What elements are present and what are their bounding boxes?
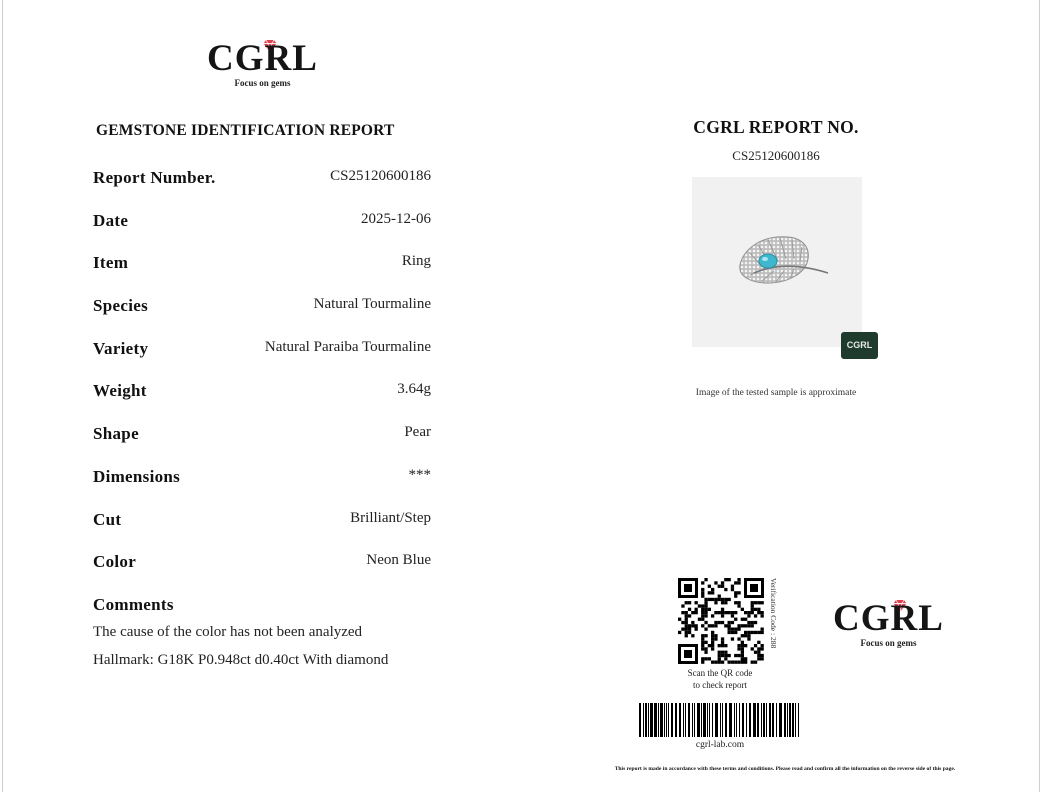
comment-line: Hallmark: G18K P0.948ct d0.40ct With diamond <box>93 652 389 668</box>
qr-caption-line2: to check report <box>693 680 747 690</box>
feather-ring-image <box>692 177 862 347</box>
field-row-color <box>93 547 431 590</box>
field-label: Date <box>93 210 129 230</box>
field-label: Item <box>93 253 129 273</box>
field-value: 2025-12-06 <box>361 210 431 227</box>
logo-tagline: Focus on gems <box>860 638 917 648</box>
cgrl-logo-right <box>826 600 951 648</box>
logo-wordmark: CGRL <box>207 38 318 79</box>
sample-photo <box>692 177 862 347</box>
field-label: Cut <box>93 509 122 529</box>
qr-caption <box>660 667 780 691</box>
field-row-report-number <box>93 163 431 206</box>
comment-line: The cause of the color has not been analyzed <box>93 624 363 640</box>
field-label: Species <box>93 296 148 316</box>
verification-code: Verification Code : 288 <box>769 578 778 649</box>
cgrl-photo-badge: CGRL <box>841 332 878 359</box>
field-value: Ring <box>401 253 431 270</box>
report-title: GEMSTONE IDENTIFICATION REPORT <box>96 122 395 139</box>
qr-caption-line1: Scan the QR code <box>687 668 753 678</box>
field-row-cut <box>93 505 431 548</box>
field-value: Brilliant/Step <box>350 509 431 526</box>
field-row-date <box>93 206 431 249</box>
disclaimer-text: This report is made in accordance with these terms and conditions. Please read and confirm all the information on the reverse side of this page. <box>614 766 956 772</box>
field-row-variety <box>93 334 431 377</box>
field-label: Report Number. <box>93 168 216 187</box>
website-link[interactable]: cgrl-lab.com <box>695 740 745 750</box>
logo-tagline: Focus on gems <box>234 78 291 88</box>
qr-code[interactable] <box>678 578 764 664</box>
logo-wordmark: CGRL <box>833 598 944 639</box>
field-row-item <box>93 248 431 291</box>
field-label: Weight <box>93 381 147 401</box>
comments-title: Comments <box>93 595 174 614</box>
field-value: Natural Tourmaline <box>313 296 431 313</box>
field-value: *** <box>408 466 431 483</box>
field-value: Pear <box>404 424 431 441</box>
field-label: Dimensions <box>93 466 181 486</box>
field-row-weight <box>93 376 431 419</box>
field-row-shape <box>93 419 431 462</box>
report-no-title: CGRL REPORT NO. <box>693 117 859 137</box>
field-label: Color <box>93 552 137 572</box>
field-label: Shape <box>93 424 139 444</box>
report-no-value: CS25120600186 <box>732 148 820 163</box>
field-value: Neon Blue <box>366 552 431 569</box>
field-value: 3.64g <box>397 381 431 398</box>
field-label: Variety <box>93 338 149 358</box>
field-row-species <box>93 291 431 334</box>
field-row-dimensions <box>93 462 431 505</box>
field-value: CS25120600186 <box>330 168 431 184</box>
cgrl-logo-left <box>200 40 325 88</box>
report-fields <box>93 163 431 590</box>
photo-caption: Image of the tested sample is approximate <box>695 388 857 398</box>
barcode <box>637 703 803 737</box>
field-value: Natural Paraiba Tourmaline <box>264 338 431 355</box>
